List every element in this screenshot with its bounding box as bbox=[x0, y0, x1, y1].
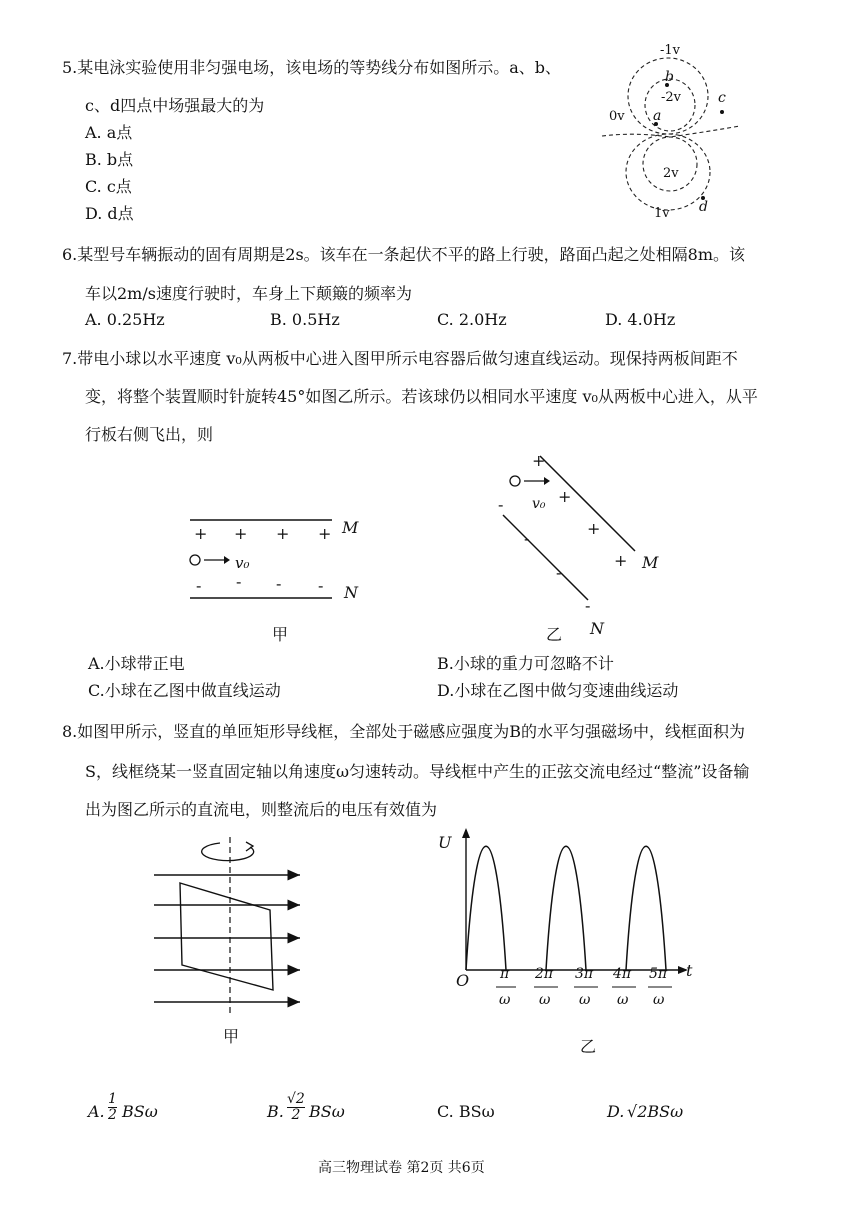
jia-minus-1: - bbox=[196, 576, 202, 595]
jia-plus-4: + bbox=[318, 524, 332, 543]
q5-option-d: D. d点 bbox=[85, 204, 134, 223]
q8-tick-den-1: ω bbox=[499, 992, 511, 1008]
q6-option-a: A. 0.25Hz bbox=[85, 310, 165, 329]
q5-option-a: A. a点 bbox=[85, 123, 133, 142]
jia-minus-2: - bbox=[236, 572, 242, 591]
q8-stem-line3: 出为图乙所示的直流电，则整流后的电压有效值为 bbox=[85, 800, 438, 819]
jia-label-m: M bbox=[342, 518, 359, 537]
q7-stem-line2: 变，将整个装置顺时针旋转45°如图乙所示。若该球仍以相同水平速度 v₀从两板中心进入，从平 bbox=[85, 387, 758, 406]
yi-caption: 乙 bbox=[546, 625, 563, 644]
q7-option-b: B.小球的重力可忽略不计 bbox=[437, 654, 614, 673]
q5-label-1v: 1v bbox=[654, 206, 670, 221]
q8-option-b-num: √2 bbox=[287, 1091, 305, 1107]
q5-option-b: B. b点 bbox=[85, 150, 134, 169]
yi-minus-1: - bbox=[498, 495, 504, 514]
q5-option-c: C. c点 bbox=[85, 177, 132, 196]
q5-label-c: c bbox=[718, 90, 726, 106]
q5-label-0v: 0v bbox=[609, 109, 625, 124]
q8-stem-line1: 8.如图甲所示，竖直的单匝矩形导线框，全部处于磁感应强度为B的水平匀强磁场中，线框面积为 bbox=[62, 722, 746, 741]
jia-minus-3: - bbox=[276, 574, 282, 593]
yi-minus-2: - bbox=[524, 529, 530, 548]
q8-option-a-prefix: A. bbox=[88, 1102, 105, 1121]
q8-option-b-den: 2 bbox=[291, 1106, 301, 1123]
yi-label-v0: v₀ bbox=[532, 496, 546, 512]
q8-tick-num-2: 2π bbox=[535, 966, 554, 982]
q8-option-b-fraction bbox=[287, 1092, 305, 1122]
q7-option-a: A.小球带正电 bbox=[88, 654, 185, 673]
q7-capacitor-figure-yi bbox=[490, 448, 670, 648]
q8-option-d-rest: √2BSω bbox=[627, 1102, 684, 1121]
q6-option-c: C. 2.0Hz bbox=[437, 310, 507, 329]
q8-option-a-num: 1 bbox=[108, 1091, 117, 1107]
q8-stem-line2: S，线框绕某一竖直固定轴以角速度ω匀速转动。导线框中产生的正弦交流电经过“整流”设备输 bbox=[85, 762, 750, 781]
q8-tick-den-2: ω bbox=[539, 992, 551, 1008]
jia-plus-1: + bbox=[194, 524, 208, 543]
q8-tick-den-3: ω bbox=[579, 992, 591, 1008]
jia-label-n: N bbox=[344, 583, 358, 602]
q8-option-a-den: 2 bbox=[108, 1106, 117, 1123]
jia-plus-3: + bbox=[276, 524, 290, 543]
q8-coil-figure-jia bbox=[150, 835, 310, 1050]
q8-jia-caption: 甲 bbox=[223, 1027, 240, 1046]
q6-stem-line2: 车以2m/s速度行驶时，车身上下颠簸的频率为 bbox=[85, 284, 412, 303]
q5-label-neg1v: -1v bbox=[660, 43, 681, 58]
yi-label-n: N bbox=[590, 619, 604, 638]
q8-tick-den-5: ω bbox=[653, 992, 665, 1008]
q7-option-d: D.小球在乙图中做匀变速曲线运动 bbox=[437, 681, 679, 700]
jia-minus-4: - bbox=[318, 576, 324, 595]
q8-option-a-rest: BSω bbox=[122, 1102, 158, 1121]
q8-axis-u: U bbox=[438, 833, 452, 852]
q8-origin: O bbox=[456, 971, 470, 990]
q8-tick-num-4: 4π bbox=[613, 966, 632, 982]
yi-minus-3: - bbox=[556, 563, 562, 582]
q7-stem-line3: 行板右侧飞出，则 bbox=[85, 425, 214, 444]
yi-plus-3: + bbox=[587, 519, 601, 538]
q7-option-c: C.小球在乙图中做直线运动 bbox=[88, 681, 281, 700]
jia-caption: 甲 bbox=[272, 625, 289, 644]
q7-stem-line1: 7.带电小球以水平速度 v₀从两板中心进入图甲所示电容器后做匀速直线运动。现保持两板间距不 bbox=[62, 349, 738, 368]
q8-option-c: C. BSω bbox=[437, 1102, 495, 1121]
q8-tick-den-4: ω bbox=[617, 992, 629, 1008]
q8-tick-num-3: 3π bbox=[575, 966, 594, 982]
q8-tick-num-1: π bbox=[500, 966, 510, 982]
q5-label-neg2v: -2v bbox=[661, 90, 682, 105]
q8-axis-t: t bbox=[686, 961, 693, 980]
yi-label-m: M bbox=[642, 553, 659, 572]
q8-option-a-fraction bbox=[108, 1092, 117, 1122]
q8-yi-caption: 乙 bbox=[580, 1037, 597, 1056]
yi-plus-4: + bbox=[614, 551, 628, 570]
q8-rectified-voltage-chart bbox=[420, 820, 710, 1080]
q6-option-d: D. 4.0Hz bbox=[605, 310, 676, 329]
q6-option-b: B. 0.5Hz bbox=[270, 310, 340, 329]
q8-option-b-prefix: B. bbox=[267, 1102, 284, 1121]
q5-label-d: d bbox=[699, 199, 708, 215]
q5-label-a: a bbox=[653, 108, 662, 124]
q7-capacitor-figure-jia bbox=[180, 505, 380, 645]
q5-stem-line1: 5.某电泳实验使用非匀强电场，该电场的等势线分布如图所示。a、b、 bbox=[62, 58, 562, 77]
jia-plus-2: + bbox=[234, 524, 248, 543]
q6-stem-line1: 6.某型号车辆振动的固有周期是2s。该车在一条起伏不平的路上行驶，路面凸起之处相隔8m。该 bbox=[62, 245, 746, 264]
q8-tick-num-5: 5π bbox=[649, 966, 668, 982]
page-footer: 高三物理试卷 第2页 共6页 bbox=[318, 1160, 485, 1176]
jia-label-v0: v₀ bbox=[235, 554, 250, 572]
q8-option-b-rest: BSω bbox=[309, 1102, 345, 1121]
yi-plus-2: + bbox=[558, 487, 572, 506]
q8-option-d-prefix: D. bbox=[607, 1102, 625, 1121]
yi-plus-1: + bbox=[532, 451, 546, 470]
yi-minus-4: - bbox=[585, 596, 591, 615]
q5-equipotential-figure bbox=[600, 40, 750, 225]
q5-label-2v: 2v bbox=[663, 166, 679, 181]
q5-label-b: b bbox=[665, 69, 674, 85]
q5-stem-line2: c、d四点中场强最大的为 bbox=[85, 96, 265, 115]
